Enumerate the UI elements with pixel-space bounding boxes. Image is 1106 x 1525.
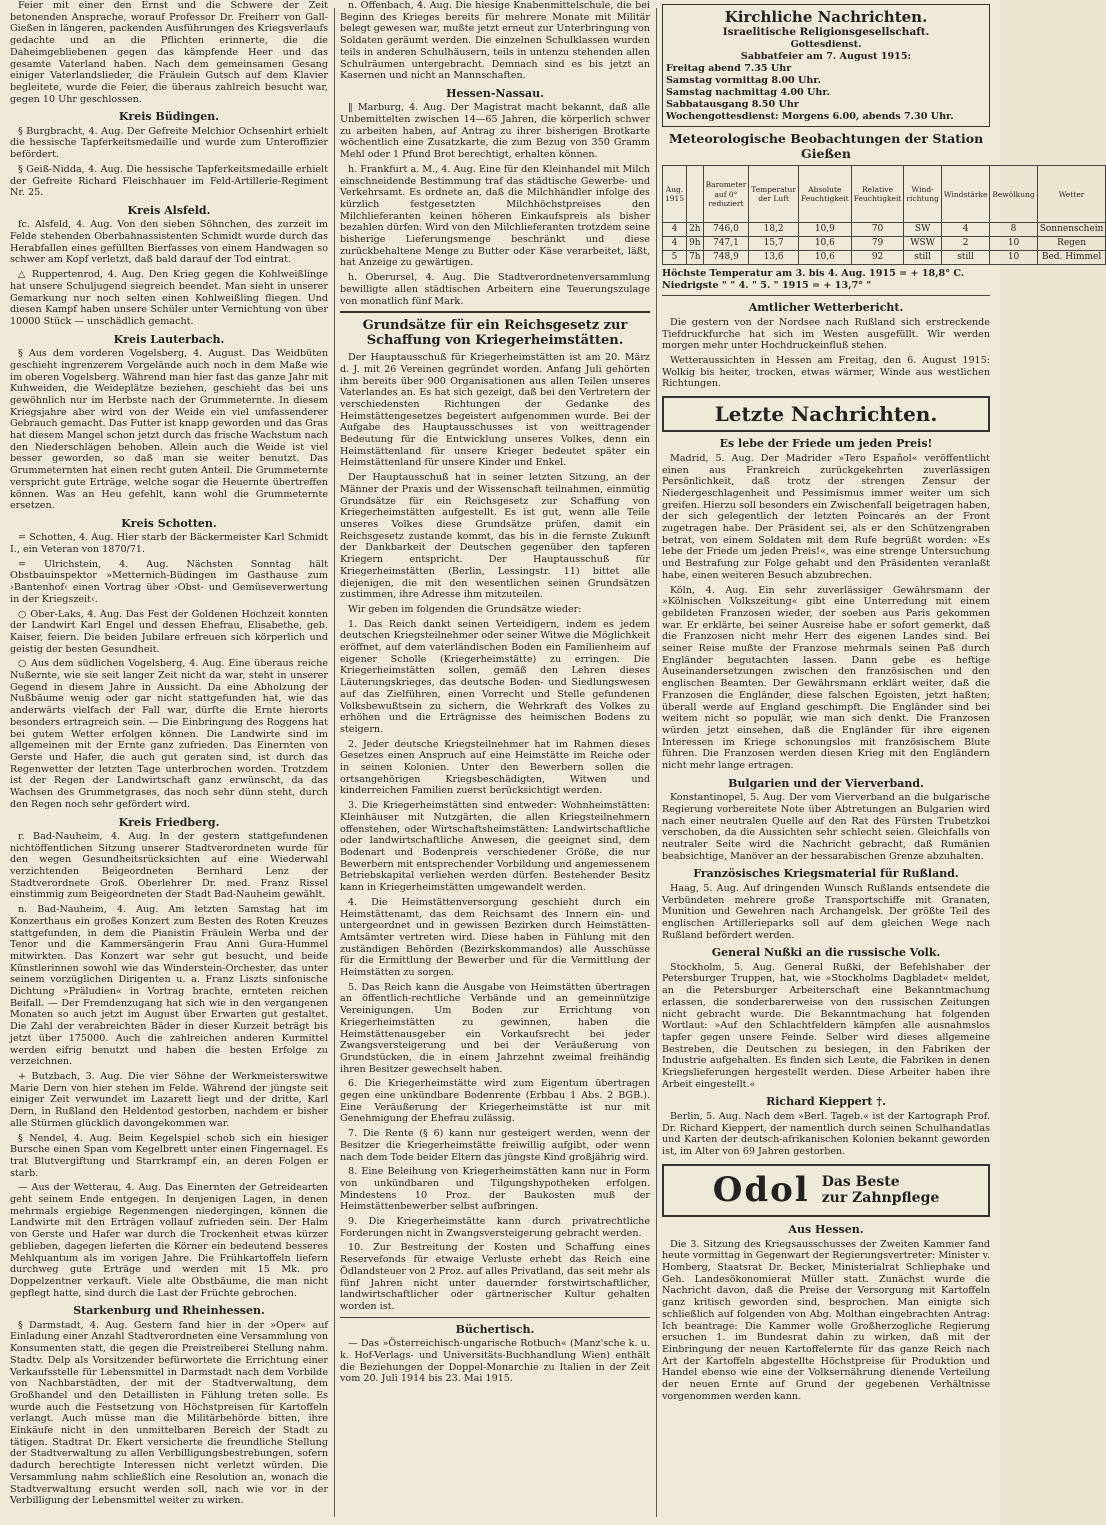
table-cell: 70 [851,223,904,237]
article-paragraph: 6. Die Kriegerheimstätte wird zum Eigentum übertragen gegen eine unkündbare Bodenrente (Erbbau 1 Abs. 2 BGB.). Eine Veräußerung der Kriegerheimstätte ist nur mit Genehmigung der Ehefrau zulässig. [340,1078,650,1125]
odol-logo: Odol [712,1169,810,1210]
service-time: Sabbatausgang 8.50 Uhr [666,98,799,110]
table-cell: 18,2 [749,223,799,237]
divider [340,311,650,313]
article-paragraph: § Darmstadt, 4. Aug. Gestern fand hier in der »Oper« auf Einladung einer Anzahl Stadtverordneten eine Versammlung von Konsumenten statt, die gegen die Preistreiberei Stellung nahm. Stadtv. Delp als Vorsitzender befürwortete die Errichtung einer Verkaufsstelle für Lebensmittel in Darmstadt nach dem Vorbilde von Nachbarstädten, der mit der Stadtverwaltung, dem Großhandel und den Detaillisten in Fühlung treten solle. Es wurde auch die Festsetzung von Höchstpreisen für Kartoffeln verlangt. Auch müsse man die Militärbehörde bitten, ihre Einkäufe nicht in den unmittelbaren Bereich der Stadt zu tätigen. Stadtrat Dr. Ekert versicherte die freundliche Stellung der Stadtverwaltung zu allen Verbilligungsbestrebungen, sofern dadurch berechtigte Interessen nicht verletzt würden. Die Versammlung nahm schließlich eine Resolution an, wonach die Stadtverwaltung ersucht werden soll, nach wie vor in der Verbilligung der Lebensmittel weiter zu wirken. [10,1319,328,1507]
table-cell: SW [904,223,941,237]
table-cell: 10,6 [798,237,851,251]
table-header: Wetter [1037,166,1106,223]
section-heading: Starkenburg und Rheinhessen. [73,1304,265,1318]
section-heading: General Nußki an die russische Volk. [711,946,941,960]
article-paragraph: r. Bad-Nauheim, 4. Aug. In der gestern stattgefundenen nichtöffentlichen Sitzung unserer Stadtverordneten wurde für den wegen Gesundheitsrücksichten auf eine Wiederwahl verzichtenden Beigeordneten Bernhard Lenz der Stadtverordnete Groß. Oberlehrer Dr. med. Franz Rissel einstimmig zum Beigeordneten der Stadt Bad-Nauheim gewählt. [10,830,328,901]
article-paragraph: — Aus der Wetterau, 4. Aug. Das Einernten der Getreidearten geht seinem Ende entgegen. In denjenigen Lagen, in denen mehrmals ergiebige Regenmengen niedergingen, können die Landwirte mit den Erträgen vollauf zufrieden sein. Der Halm von Gerste und Hafer war durch die Trockenheit etwas kürzer geblieben, dagegen lieferten die Körner ein bedeutend besseres Mehlquantum als im vorigen Jahre. Die Frühkartoffeln liefern durchweg gute Erträge und werden mit 15 Mk. pro Doppelzentner verkauft. Viele alte Obstbäume, die man nicht gepflegt hatte, sind durch die Last der Früchte gebrochen. [10,1182,328,1299]
column-1 [10,0,328,1510]
article-paragraph: Köln, 4. Aug. Ein sehr zuverlässiger Gewährsmann der »Kölnischen Volkszeitung« gibt eine Unterredung mit einem gebildeten Franzosen wieder, der soeben aus Paris gekommen war. Er erklärte, bei seiner Ausreise habe er sofort gemerkt, daß die Franzosen nicht mehr Herr des eigenen Landes sind. Bei seiner Reise mußte der Franzose mehrmals seinen Paß durch Engländer begutachten lassen. Dann gebe es heftige Auseinandersetzungen zwischen den französischen und den englischen Beamten. Der Gewährsmann erklärt weiter, daß die Franzosen die Engländer, diese falschen Egoisten, jetzt haßten; überall werde auf England geschimpft. Die Engländer sind bei weitem nicht so populär, wie man sich denkt. Die Franzosen würden jetzt einsehen, daß die Engländer für ihre eigenen Interessen im Kriege schonungslos mit französischem Blute führen. Die Franzosen werden diesen Krieg mit den Engländern nicht mehr lange ertragen. [662,584,990,772]
section-heading: Aus Hessen. [788,1223,864,1237]
service-time: Freitag abend 7.35 Uhr [666,62,792,74]
church-notices-subtitle2: Gottesdienst. [790,39,862,51]
section-heading: Amtlicher Wetterbericht. [748,301,904,315]
church-notices-title: Kirchliche Nachrichten. [724,8,928,26]
table-header: Windstärke [941,166,990,223]
table-cell: still [904,251,941,265]
article-paragraph: + Butzbach, 3. Aug. Die vier Söhne der Werkmeisterswitwe Marie Dern von hier stehen im Felde. Während der jüngste seit einiger Zeit verwundet im Lazarett liegt und der dritte, Karl Dern, in Rußland den Heldentod gestorben, nachdem er bisher alle Stürmen glücklich davongekommen war. [10,1070,328,1129]
table-cell: 748,9 [703,251,749,265]
table-cell: 10,9 [798,223,851,237]
table-row [663,251,1106,265]
section-heading: Kreis Alsfeld. [127,203,211,217]
table-cell: Sonnenschein [1037,223,1106,237]
article-paragraph: ○ Aus dem südlichen Vogelsberg, 4. Aug. Eine überaus reiche Nußernte, wie sie seit langer Zeit nicht da war, steht in unserer Gegend in diesem Jahre in Aussicht. Da eine Abholzung der Nußbäume wenig oder gar nicht stattgefunden hat, wie das anderwärts vielfach der Fall war, dürfte die Ernte hierorts besonders ertragreich sein. — Die Einbringung des Roggens hat bei gutem Wetter erfolgen können. Die Landwirte sind im allgemeinen mit der Ernte ganz zufrieden. Das Einernten von Gerste und Hafer, die auch gut geraten sind, ist durch das Regenwetter der letzten Tage unterbrochen worden. Trotzdem ist der Regen der Landwirtschaft ganz erwünscht, da das Wachsen des Grummetgrases, das noch sehr dünn steht, durch den Regen noch sehr gefördert wird. [10,658,328,810]
table-cell: Regen [1037,237,1106,251]
divider [340,1317,650,1318]
article-paragraph: h. Oberursel, 4. Aug. Die Stadtverordnetenversammlung bewilligte allen städtischen Arbeitern eine Teuerungszulage von monatlich fünf Mark. [340,272,650,307]
article-paragraph: Der Hauptausschuß für Kriegerheimstätten ist am 20. März d. J. mit 26 Vereinen gegründet worden. Anfang Juli gehörten ihm bereits über 900 Organisationen aus allen Teilen unseres Vaterlandes an. Es hat sich gezeigt, daß bei den Vertretern der verschiedensten Richtungen der Gedanke des Heimstättengesetzes begeistert aufgenommen wurde. Bei der Aufgabe des Hauptausschusses ist von weittragender Bedeutung für die Entwicklung unseres Volkes, denn ein Heimstättenland für unsere Krieger bedeutet später ein Heimstättenland für unsere Kinder und Enkel. [340,352,650,469]
section-heading: Bulgarien und der Vierverband. [728,776,924,790]
article-paragraph: ○ Ober-Laks, 4. Aug. Das Fest der Goldenen Hochzeit konnten der Landwirt Karl Engel und dessen Ehefrau, Elisabethe, geb. Kaiser, feiern. Die beiden Jubilare erfreuen sich körperlich und geistig der besten Gesundheit. [10,608,328,655]
table-header: Barometer auf 0° reduziert [703,166,749,223]
weather-table-title: Meteorologische Beobachtungen der Station Gießen [668,130,984,161]
table-cell: 79 [851,237,904,251]
article-paragraph: 8. Eine Beleihung von Kriegerheimstätten kann nur in Form von unkündbaren und Tilgungshypotheken erfolgen. Mindestens 10 Proz. der Baukosten muß der Heimstättenbewerber selbst aufbringen. [340,1166,650,1213]
table-header: Absolute Feuchtigkeit [798,166,851,223]
article-paragraph: § Geiß-Nidda, 4. Aug. Die hessische Tapferkeitsmedaille erhielt der Gefreite Richard Fleischhauer im Feld-Artillerie-Regiment Nr. 25. [10,163,328,199]
table-row [663,223,1106,237]
table-header: Relative Feuchtigkeit [851,166,904,223]
article-paragraph: = Ulrichstein, 4. Aug. Nächsten Sonntag hält Obstbauinspektor »Metternich-Büdingen im Gasthause zum ›Bantenhof‹ einen Vortrag über ›Obst- und Gemüseverwertung in der Kriegszeit‹. [10,558,328,605]
table-header: Bewölkung [990,166,1037,223]
section-heading: Hessen-Nassau. [446,86,544,100]
article-paragraph: 2. Jeder deutsche Kriegsteilnehmer hat im Rahmen dieses Gesetzes einen Anspruch auf eine Heimstätte im Reiche oder in seinen Kolonien. Unter den Bewerbern sollen die ortsangehörigen Kriegsbeschädigten, Witwen und kinderreichen Familien zuerst berücksichtigt werden. [340,738,650,797]
article-paragraph: 9. Die Kriegerheimstätte kann durch privatrechtliche Forderungen nicht in Zwangsversteigerung gebracht werden. [340,1216,650,1239]
table-cell: 2h [687,223,704,237]
article-paragraph: Stockholm, 5. Aug. General Rußki, der Befehlshaber der Petersburger Truppen, hat, wie »Stockholms Dagbladet« meldet, an die Petersburger Arbeiterschaft eine Bekanntmachung erlassen, die sonderbarerweise von den russischen Zeitungen nicht gebracht wurde. Die Bekanntmachung hat folgenden Wortlaut: »Auf den Schlachtfeldern kämpfen alle ausnahmslos tapfer gegen unsere Feinde. Selber wird dieses allgemeine Bestreben, die Deutschen zu besiegen, in den Fabriken der Industrie aufgehalten. Es finden sich Leute, die Fabriken in denen Kriegslieferungen hergestellt werden. Diese Arbeiter haben ihre Arbeit eingestellt.« [662,961,990,1090]
article-paragraph: Feier mit einer den Ernst und die Schwere der Zeit betonenden Ansprache, worauf Professor Dr. Freiherr von Gall-Gießen in längeren, packenden Ausführungen des Kriegsverlaufs gedachte und an die Pflichten erinnerte, die die Daheimgebliebenen gegen das kämpfende Heer und das gesamte Vaterland haben. Nach dem gemeinsamen Gesang einiger Vaterlandslieder, die Fräulein Gutsch auf dem Klavier begleitete, wurde die Feier, die überaus zahlreich besucht war, gegen 10 Uhr geschlossen. [10,0,328,105]
service-time: Samstag nachmittag 4.00 Uhr. [666,86,830,98]
table-cell: 92 [851,251,904,265]
article-paragraph: h. Frankfurt a. M., 4. Aug. Eine für den Kleinhandel mit Milch einschneidende Bestimmung traf das städtische Gewerbe- und Verkehrsamt. Es ordnete an, daß die Milchhändler infolge des kürzlich festgesetzten Milchhöchstpreises den Milchlieferanten keinen höheren Einkaufspreis als bisher bezahlen dürfen. Wird von den Milchlieferanten trotzdem seine bisherige Lieferungsmenge beschränkt und diese zurückbehaltene Menge zu Butter oder Käse verarbeitet, läßt, hat Anzeige zu gewärtigen. [340,163,650,269]
article-paragraph: 4. Die Heimstättenversorgung geschieht durch ein Heimstättenamt, das dem Reichsamt des Innern ein- und untergeordnet und in gewissen Bezirken durch Heimstätten-Amtsämter vertreten wird. Diese haben in Fühlung mit den zuständigen Behörden (Bezirkskommandos) alle Ausschüsse für die Ermittlung der Bewerber und für die Vermittlung der Heimstätten zu sorgen. [340,896,650,979]
article-paragraph: § Aus dem vorderen Vogelsberg, 4. August. Das Weidbüten geschieht ingrenzerem Vorgelände auch noch in dem Maße wie im oberen Vogelsberg. Während man hier fast das ganze Jahr mit Kuhweiden, die Weideplätze beziehen, geschieht das bei uns gewöhnlich nur im Herbste nach der Grummeternte. In diesem Kriegsjahre aber wird von der Weide ein viel umfassenderer Gebrauch gemacht. Das Futter ist knapp geworden und das Gras hat diesem Mangel schon jetzt durch das frische Wachstum nach den Niederschlägen behoben. Allein auch die Weide ist viel besser geworden, so daß man sie weiter benutzt. Das Grummeternten hat einen recht guten Anteil. Die Grummeternte verspricht gute Erträge, welche sogar die Heuernte übertreffen können. Was an Heu gefehlt, kann wohl die Grummeternte ersetzen. [10,348,328,512]
table-cell: 13,6 [749,251,799,265]
column-2 [340,0,650,1388]
section-heading: Kreis Lauterbach. [113,332,225,346]
table-cell: 4 [663,237,687,251]
article-paragraph: Berlin, 5. Aug. Nach dem »Berl. Tageb.« ist der Kartograph Prof. Dr. Richard Kieppert, der namentlich durch seinen Schulhandatlas und Karten der deutsch-afrikanischen Kolonien bekannt geworden ist, im Alter von 69 Jahren gestorben. [662,1110,990,1157]
table-cell: 8 [990,223,1037,237]
article-paragraph: Konstantinopel, 5. Aug. Der vom Vierverband an die bulgarische Regierung vorbereitete Note über Abtretungen an Bulgarien wird nach einer neutralen Quelle auf den Rat des Fürsten Trubetzkoi verschoben, da die Aussichten sehr schlecht seien. Gleichfalls von neutraler Seite wird die Nachricht gebracht, daß Rumänien beabsichtige, Manöver an der bessarabischen Grenze abzuhalten. [662,792,990,862]
article-paragraph: § Nendel, 4. Aug. Beim Kegelspiel schob sich ein hiesiger Bursche einen Span vom Kegelbrett unter einen Fingernagel. Es trat Blutvergiftung und Starrkrampf ein, an deren Folgen er starb. [10,1132,328,1179]
divider [662,295,990,296]
article-paragraph: Wir geben im folgenden die Grundsätze wieder: [348,603,582,615]
odol-tagline-line: zur Zahnpflege [821,1190,940,1207]
table-cell: 15,7 [749,237,799,251]
table-cell: 4 [663,223,687,237]
service-time: Wochengottesdienst: Morgens 6.00, abends 7.30 Uhr. [666,110,954,122]
table-row [663,237,1106,251]
service-time: Samstag vormittag 8.00 Uhr. [666,74,821,86]
table-cell: 746,0 [703,223,749,237]
table-cell: 5 [663,251,687,265]
article-paragraph: Wetteraussichten in Hessen am Freitag, den 6. August 1915: Wolkig bis heiter, trocken, etwas wärmer, Winde aus westlichen Richtungen. [662,354,990,390]
article-paragraph: 7. Die Rente (§ 6) kann nur gesteigert werden, wenn der Besitzer die Kriegerheimstätte freiwillig aufgibt, oder wenn nach dem Tode beider Eltern das jüngste Kind großjährig wird. [340,1128,650,1163]
article-paragraph: Der Hauptausschuß hat in seiner letzten Sitzung, an der Männer der Praxis und der Wissenschaft teilnahmen, einmütig Grundsätze für ein Reichsgesetz zur Schaffung von Kriegerheimstätten aufgestellt. Es ist gut, wenn alle Teile unseres Volkes diese Grundsätze prüfen, damit ein Reichsgesetz zustande kommt, das bis in die fernste Zukunft der Dankbarkeit der Deutschen gegenüber den tapferen Kriegern entspricht. Der Hauptausschuß für Kriegerheimstätten (Berlin, Lessingstr. 11) bittet alle diejenigen, die mit den wesentlichen seinen Grundsätzen zustimmen, ihre Adresse ihm mitzuteilen. [340,472,650,601]
table-cell: 7h [687,251,704,265]
article-paragraph: 1. Das Reich dankt seinen Verteidigern, indem es jedem deutschen Kriegsteilnehmer oder seiner Witwe die Möglichkeit eröffnet, auf dem vaterländischen Boden ein Familienheim auf eigener Scholle (Kriegerheimstätte) zu erringen. Die Kriegerheimstätten sollen, gemäß den Lehren dieses Läuterungskrieges, das deutsche Boden- und Siedlungswesen auf das Zielführen, einen Vorrecht und Stelle gefundenen Volksbewußtsein zu sichern, die Wehrkraft des Volkes zu erhöhen und die Erträgnisse des heimischen Bodens zu steigern. [340,618,650,735]
section-heading: Kreis Friedberg. [118,815,220,829]
table-header-row [663,166,1106,223]
section-heading: Kreis Schotten. [121,516,217,530]
table-cell: 2 [941,237,990,251]
table-cell: 10 [990,237,1037,251]
table-header: Temperatur der Luft [749,166,799,223]
article-paragraph: Die 3. Sitzung des Kriegsausschusses der Zweiten Kammer fand heute vormittag in Gegenwart der Regierungsvertreter: Minister v. Homberg, Staatsrat Dr. Becker, Ministerialrat Schliephake und Geh. Landesökonomierat Müller statt. Zunächst wurde die Nachricht davon, daß die Preise der Versorgung mit Kartoffeln ganz kritisch geworden sind, besprochen. Man einigte sich schließlich auf folgenden von Abg. Molthan eingebrachten Antrag: Ich beantrage: Die Kammer wolle Großherzogliche Regierung ersuchen 1. im Bundesrat dahin zu wirken, daß mit der Einbringung der neuen Kartoffelernte für das ganze Reich nach Art der Kartoffeln abgestellte Höchstpreise für Produktion und Handel ebenso wie eine der Volksernährung dienende Verteilung der neuen Ernte auf Grund der gegebenen Verhältnisse vorgenommen werden kann. [662,1238,990,1402]
table-header [687,166,704,223]
section-heading: Kreis Büdingen. [118,110,220,124]
table-header: Wind-richtung [904,166,941,223]
article-paragraph: ‖ Marburg, 4. Aug. Der Magistrat macht bekannt, daß alle Unbemittelten zwischen 14—65 Jahren, die körperlich schwer zu arbeiten haben, auf Antrag zu ihrer bisherigen Brotkarte wöchentlich eine Zusatzkarte, die zum Bezug von 350 Gramm Mehl oder 1 Pfund Brot berechtigt, erhalten können. [340,102,650,161]
latest-news-banner: Letzte Nachrichten. [662,396,990,432]
article-paragraph: 3. Die Kriegerheimstätten sind entweder: Wohnheimstätten: Kleinhäuser mit Nutzgärten, die allen Kriegsteilnehmern offenstehen, oder Wirtschaftsheimstätten: Landwirtschaftliche oder landwirtschaftliche Anwesen, die geeignet sind, dem Bodenart und Bodenpreis verschiedener Größe, die nur Bewerbern mit entsprechender Vorbildung und angemessenem Betriebskapital verliehen werden dürfen. Bestehender Besitz kann in Kriegerheimstätten umgewandelt werden. [340,800,650,894]
article-paragraph: = Schotten, 4. Aug. Hier starb der Bäckermeister Karl Schmidt I., ein Veteran von 1870/71. [10,532,328,556]
article-paragraph: Haag, 5. Aug. Auf dringenden Wunsch Rußlands entsendete die Verbündeten mehrere große Transportschiffe mit Granaten, Munition und Gewehren nach Archangelsk. Der größte Teil des englischen Artillerieparks soll auf dem gleichen Wege nach Rußland befördert werden. [662,882,990,941]
column-3 [662,0,1104,1405]
table-cell: Bed. Himmel [1037,251,1106,265]
section-heading: Richard Kieppert †. [766,1095,886,1109]
table-cell: 4 [941,223,990,237]
article-paragraph: n. Bad-Nauheim, 4. Aug. Am letzten Samstag hat im Konzerthaus ein großes Konzert zum Besten des Roten Kreuzes stattgefunden, in dem die Pianistin Fräulein Werba und der Tenor und die Kammersängerin Frau Anni Gura-Hummel mitwirkten. Das Konzert war sehr gut besucht, und beide Künstlerinnen sowohl wie das Winderstein-Orchester, das unter seinem vorzüglichen Dirigenten u. a. Franz Liszts sinfonische Dichtung »Präludien« in Vortrag brachte, ernteten reichen Beifall. — Der Fremdenzugang hat sich wie in den vergangenen Monaten so auch jetzt im August über Erwarten gut gestaltet. Die Zahl der verabreichten Bäder in dieser Kurzeit beträgt bis jetzt über 175000. Auch die zahlreichen anderen Kurmittel werden eifrig benutzt und haben die besten Erfolge zu verzeichnen. [10,904,328,1068]
max-temperature: Höchste Temperatur am 3. bis 4. Aug. 1915 = + 18,8° C. [662,267,965,279]
article-paragraph: § Burgbracht, 4. Aug. Der Gefreite Melchior Ochsenhirt erhielt die hessische Tapferkeitsmedaille und wurde zum Unteroffizier befördert. [10,125,328,161]
article-headline: Grundsätze für ein Reichsgesetz zur Schaffung von Kriegerheimstätten. [362,318,628,349]
odol-advertisement [662,1164,990,1217]
table-cell: 10,6 [798,251,851,265]
article-paragraph: n. Offenbach, 4. Aug. Die hiesige Knabenmittelschule, die bei Beginn des Krieges bereits für mehrere Monate mit Militär belegt gewesen war, mußte jetzt erneut zur Unterbringung von Soldaten geräumt werden. Die einzelnen Schulklassen wurden teils in anderen Schulhäusern, teils in untenzu stehenden allen Schulräumen untergebracht. Demnach sind es bis jetzt an Kasernen und nicht an Mannschaften. [340,0,650,82]
table-cell: 747,1 [703,237,749,251]
article-paragraph: fc. Alsfeld, 4. Aug. Von den sieben Söhnchen, des zurzeit im Felde stehenden Oberbahnassistenten Schmidt wurde durch das Herabfallen eines gefüllten Bierfasses von einem Handwagen so schwer am Kopf verletzt, daß bald darauf der Tod eintrat. [10,219,328,266]
article-paragraph: — Das »Österreichisch-ungarische Rotbuch« (Manz'sche k. u. k. Hof-Verlags- und Universitäts-Buchhandlung Wien) enthält die Beziehungen der Doppel-Monarchie zu Italien in der Zeit vom 20. Juli 1914 bis 23. Mai 1915. [340,1338,650,1385]
section-heading: Französisches Kriegsmaterial für Rußland. [693,867,959,881]
table-cell: WSW [904,237,941,251]
weather-table [662,165,1106,265]
church-notices-box [662,4,990,127]
table-cell: 9h [687,237,704,251]
article-paragraph: 5. Das Reich kann die Ausgabe von Heimstätten übertragen an öffentlich-rechtliche Verbände und an gemeinnützige Vereinigungen. Um Boden zur Errichtung von Kriegerheimstätten zu gewinnen, haben die Heimstättenausgeber ein Vorkaufsrecht bei jeder Zwangsversteigerung und bei der Veräußerung von Grundstücken, die in einem Jahrzehnt zweimal freihändig ihren Besitzer gewechselt haben. [340,981,650,1075]
table-header: Aug. 1915 [663,166,687,223]
article-paragraph: 10. Zur Bestreitung der Kosten und Schaffung eines Reservefonds für etwaige Verluste erhebt das Reich eine Ödlandsteuer von 2 Proz. auf alles Privatland, das seit mehr als fünf Jahren nicht unter dauernder forstwirtschaftlicher, landwirtschaftlicher oder gärtnerischer Kultur gehalten worden ist. [340,1242,650,1312]
min-temperature: Niedrigste " " 4. " 5. " 1915 = + 13,7° " [662,279,872,291]
section-heading: Es lebe der Friede um jeden Preis! [719,437,933,451]
service-time: Sabbatfeier am 7. August 1915: [740,50,912,62]
article-paragraph: Madrid, 5. Aug. Der Madrider »Tero Español« veröffentlicht einen aus Frankreich zurückgekehrten zuverlässigen Persönlichkeit, daß trotz der strengen Zensur der Niedergeschlagenheit und Pessimismus immer weiter um sich greifen. Hierzu soll besonders ein Zwischenfall beigetragen haben, der sich gelegentlich der letzten Poincarés an der Front zugetragen habe. Der Präsident sei, als er den Schützengraben betrat, von einem Soldaten mit dem Rufe begrüßt worden: »Es lebe der Friede um jeden Preis!«, was eine strenge Untersuchung und Bestrafung zur Folge gehabt und den Präsidenten veranlaßt habe, einen weiteren Besuch abzubrechen. [662,452,990,581]
section-heading: Büchertisch. [455,1322,535,1336]
table-cell: 10 [990,251,1037,265]
article-paragraph: Die gestern von der Nordsee nach Rußland sich erstreckende Tiefdruckfurche hat sich im Westen ausgefüllt. Wir werden morgen mehr unter Hochdruckeinfluß stehen. [662,316,990,352]
article-paragraph: △ Ruppertenrod, 4. Aug. Den Krieg gegen die Kohlweißlinge hat unsere Schuljugend siegreich beendet. Man sieht in unserer Gemarkung nur noch selten einen Kohlweißling fliegen. Und diesen Kampf haben unsere Schüler unter Vernichtung von über 10000 Stück — unschädlich gemacht. [10,269,328,327]
table-cell: still [941,251,990,265]
column-divider [334,8,335,1517]
church-notices-subtitle: Israelitische Religionsgesellschaft. [722,26,930,39]
odol-tagline-line: Das Beste [821,1174,900,1191]
odol-tagline [822,1174,940,1206]
column-divider [656,8,657,1517]
